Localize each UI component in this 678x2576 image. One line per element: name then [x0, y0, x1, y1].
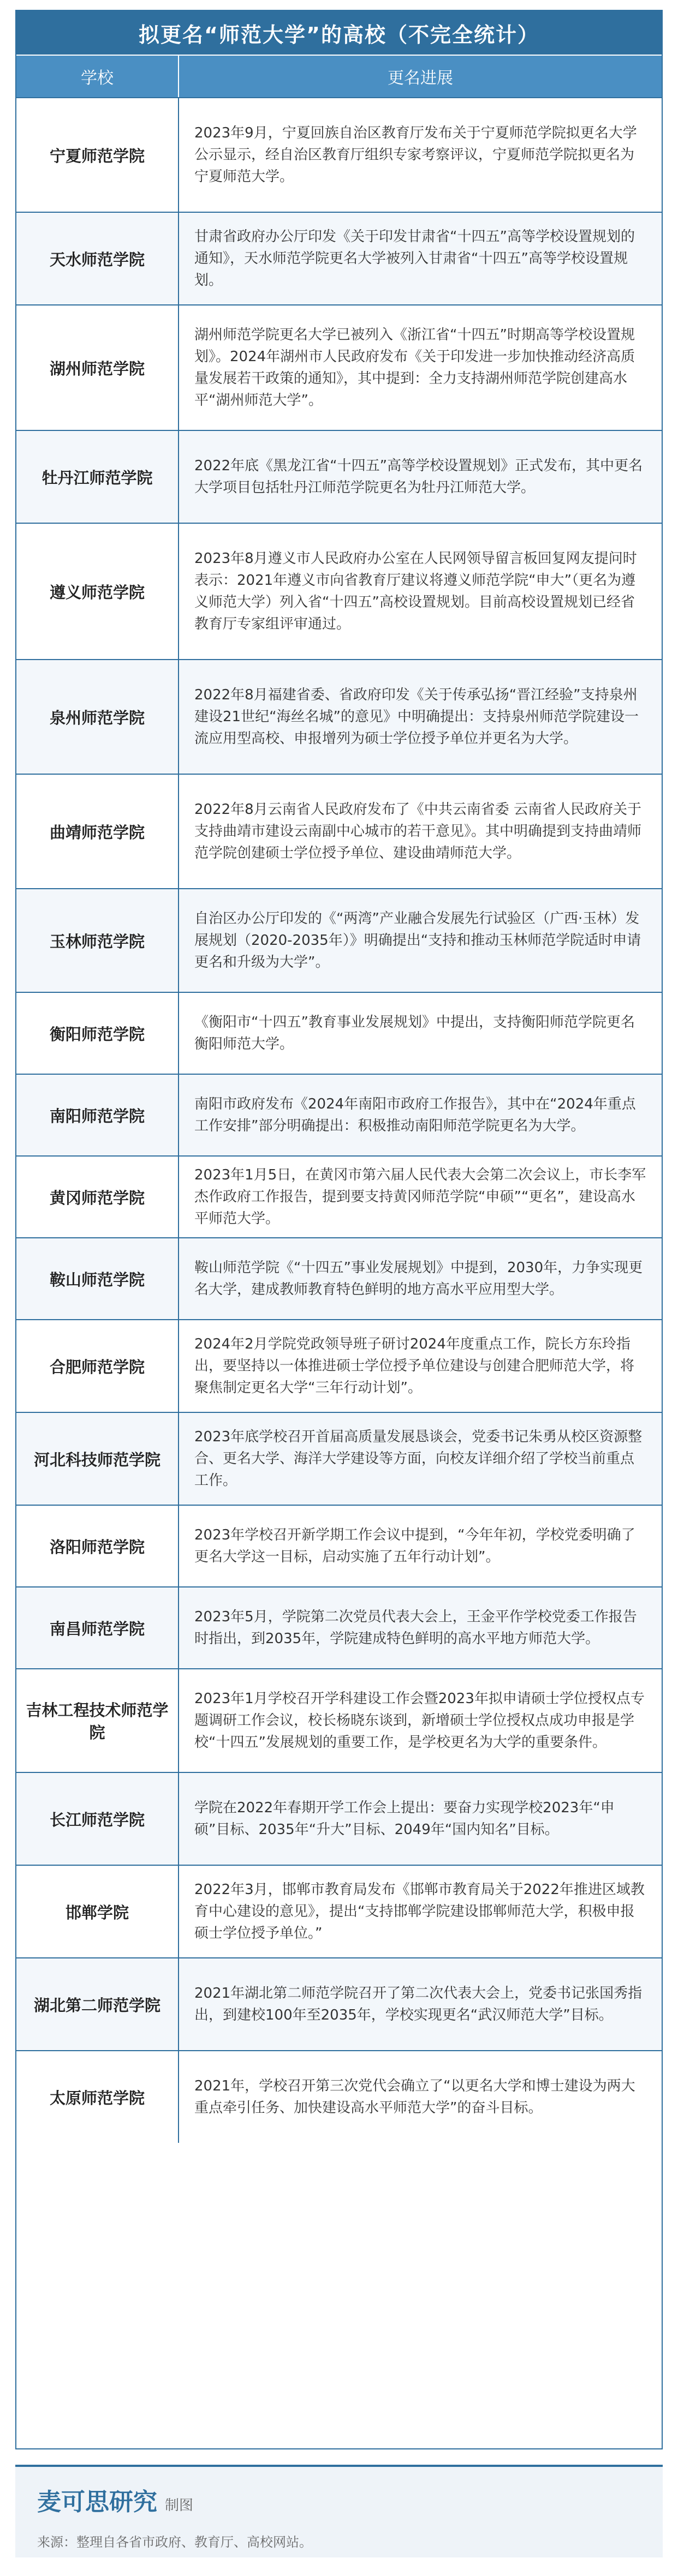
school-name: 宁夏师范学院: [16, 98, 179, 212]
header-school: 学校: [16, 56, 179, 97]
table-row: [16, 212, 662, 304]
table-row: [16, 523, 662, 659]
source-note: 来源：整理自各省市政府、教育厅、高校网站。: [37, 2535, 312, 2550]
table-row: [16, 1237, 662, 1319]
school-name: 天水师范学院: [16, 213, 179, 304]
progress-description: [179, 1506, 662, 1586]
table-row: [16, 97, 662, 212]
school-name: 太原师范学院: [16, 2051, 179, 2143]
progress-description: [179, 524, 662, 659]
table-row: [16, 659, 662, 774]
school-name: 黄冈师范学院: [16, 1157, 179, 1237]
table-row: [16, 888, 662, 992]
school-name: 南阳师范学院: [16, 1075, 179, 1155]
school-name: 遵义师范学院: [16, 524, 179, 659]
progress-description: [179, 1320, 662, 1412]
table-row: [16, 2050, 662, 2143]
progress-text: 2021年，学校召开第三次党代会确立了“以更名大学和博士建设为两大重点牵引任务、加快建设高水平师范大学”的奋斗目标。: [194, 2078, 635, 2116]
progress-text: 2023年5月，学院第二次党员代表大会上，王金平作学校党委工作报告时指出，到2035年，学院建成特色鲜明的高水平地方师范大学。: [194, 1609, 637, 1647]
progress-description: [179, 1075, 662, 1155]
table-frame: [15, 10, 663, 2449]
progress-text: 湖州师范学院更名大学已被列入《浙江省“十四五”时期高等学校设置规划》。2024年湖州市人民政府发布《关于印发进一步加快推动经济高质量发展若干政策的通知》，其中提到：全力支持湖州师范学院创建高水平“湖州师范大学”。: [194, 327, 635, 409]
table-row: [16, 774, 662, 888]
school-name: 牡丹江师范学院: [16, 431, 179, 523]
footer: [15, 2465, 663, 2557]
progress-text: 学院在2022年春期开学工作会上提出：要奋力实现学校2023年“申硕”目标、2035年“升大”目标、2049年“国内知名”目标。: [194, 1800, 615, 1838]
progress-text: 2024年2月学院党政领导班子研讨2024年度重点工作，院长方东玲指出，要坚持以一体推进硕士学位授予单位建设与创建合肥师范大学，将聚焦制定更名大学“三年行动计划”。: [194, 1336, 635, 1396]
progress-text: 2023年底学校召开首届高质量发展恳谈会，党委书记朱勇从校区资源整合、更名大学、海洋大学建设等方面，向校友详细介绍了学校当前重点工作。: [194, 1429, 643, 1489]
table-row: [16, 1957, 662, 2050]
progress-description: [179, 660, 662, 774]
progress-text: 2023年9月，宁夏回族自治区教育厅发布关于宁夏师范学院拟更名大学公示显示，经自治区教育厅组织专家考察评议，宁夏师范学院拟更名为宁夏师范大学。: [194, 125, 637, 185]
school-name: 洛阳师范学院: [16, 1506, 179, 1586]
school-name: 合肥师范学院: [16, 1320, 179, 1412]
progress-description: [179, 305, 662, 430]
table-row: [16, 430, 662, 523]
progress-text: 2023年学校召开新学期工作会议中提到，“今年年初，学校党委明确了更名大学这一目标，启动实施了五年行动计划”。: [194, 1527, 635, 1565]
school-name: 玉林师范学院: [16, 889, 179, 992]
school-name: 湖北第二师范学院: [16, 1958, 179, 2050]
school-name: 鞍山师范学院: [16, 1238, 179, 1319]
table-row: [16, 1865, 662, 1957]
table-header: [16, 55, 662, 97]
table-title: 拟更名“师范大学”的高校（不完全统计）: [16, 11, 662, 55]
progress-description: [179, 775, 662, 888]
school-name: 长江师范学院: [16, 1773, 179, 1865]
table-row: [16, 1505, 662, 1586]
table-row: [16, 1412, 662, 1505]
progress-description: [179, 1773, 662, 1865]
school-name: 吉林工程技术师范学院: [16, 1669, 179, 1772]
school-name: 河北科技师范学院: [16, 1413, 179, 1505]
progress-description: [179, 98, 662, 212]
progress-description: [179, 1866, 662, 1957]
table-row: [16, 1074, 662, 1155]
progress-text: 自治区办公厅印发的《“两湾”产业融合发展先行试验区（广西·玉林）发展规划（2020-2035年）》明确提出“支持和推动玉林师范学院适时申请更名和升级为大学”。: [194, 910, 641, 971]
table-row: [16, 1772, 662, 1865]
table-row: [16, 1586, 662, 1668]
progress-description: [179, 1587, 662, 1668]
progress-description: [179, 889, 662, 992]
progress-text: 甘肃省政府办公厅印发《关于印发甘肃省“十四五”高等学校设置规划的通知》，天水师范学院更名大学被列入甘肃省“十四五”高等学校设置规划。: [194, 229, 635, 289]
progress-text: 2022年3月，邯郸市教育局发布《邯郸市教育局关于2022年推进区域教育中心建设的意见》，提出“支持邯郸学院建设邯郸师范大学，积极申报硕士学位授予单位。”: [194, 1882, 645, 1942]
progress-text: 南阳市政府发布《2024年南阳市政府工作报告》，其中在“2024年重点工作安排”部分明确提出：积极推动南阳师范学院更名为大学。: [194, 1096, 636, 1134]
progress-description: [179, 213, 662, 304]
progress-text: 2022年底《黑龙江省“十四五”高等学校设置规划》正式发布，其中更名大学项目包括牡丹江师范学院更名为牡丹江师范大学。: [194, 458, 643, 496]
progress-text: 2023年8月遵义市人民政府办公室在人民网领导留言板回复网友提问时表示：2021年遵义市向省教育厅建议将遵义师范学院“申大”（更名为遵义师范大学）列入省“十四五”高校设置规划。目前高校设置规划已经省教育厅专家组评审通过。: [194, 550, 637, 632]
progress-text: 2022年8月福建省委、省政府印发《关于传承弘扬“晋江经验”支持泉州建设21世纪“海丝名城”的意见》中明确提出：支持泉州师范学院建设一流应用型高校、申报增列为硕士学位授予单位并更名为大学。: [194, 687, 639, 747]
table-row: [16, 1319, 662, 1412]
progress-description: [179, 1958, 662, 2050]
header-progress: 更名进展: [388, 69, 453, 88]
table-row: [16, 304, 662, 430]
table-body: [16, 97, 662, 2143]
school-name: 邯郸学院: [16, 1866, 179, 1957]
table-row: [16, 1668, 662, 1772]
school-name: 泉州师范学院: [16, 660, 179, 774]
school-name: 南昌师范学院: [16, 1587, 179, 1668]
progress-text: 鞍山师范学院《“十四五”事业发展规划》中提到，2030年，力争实现更名大学，建成教师教育特色鲜明的地方高水平应用型大学。: [194, 1260, 643, 1298]
brand: [37, 2482, 641, 2517]
progress-text: 2022年8月云南省人民政府发布了《中共云南省委 云南省人民政府关于支持曲靖市建设云南副中心城市的若干意见》。其中明确提到支持曲靖师范学院创建硕士学位授予单位、建设曲靖师范大学。: [194, 801, 642, 861]
progress-description: [179, 1413, 662, 1505]
brand-name: 麦可思研究: [37, 2488, 157, 2516]
progress-text: 《衡阳市“十四五”教育事业发展规划》中提出，支持衡阳师范学院更名衡阳师范大学。: [194, 1014, 635, 1052]
table-row: [16, 1155, 662, 1237]
progress-text: 2023年1月5日，在黄冈市第六届人民代表大会第二次会议上，市长李军杰作政府工作报告，提到要支持黄冈师范学院“申硕”“更名”，建设高水平师范大学。: [194, 1167, 646, 1227]
made-by-label: 制图: [165, 2497, 194, 2514]
school-name: 湖州师范学院: [16, 305, 179, 430]
table-row: [16, 992, 662, 1074]
progress-description: [179, 1669, 662, 1772]
progress-description: [179, 431, 662, 523]
progress-description: [179, 1157, 662, 1237]
progress-description: [179, 993, 662, 1074]
school-name: 曲靖师范学院: [16, 775, 179, 888]
progress-text: 2021年湖北第二师范学院召开了第二次代表大会上，党委书记张国秀指出，到建校100年至2035年，学校实现更名“武汉师范大学”目标。: [194, 1985, 643, 2023]
school-name: 衡阳师范学院: [16, 993, 179, 1074]
progress-description: [179, 2051, 662, 2143]
progress-description: [179, 1238, 662, 1319]
progress-text: 2023年1月学校召开学科建设工作会暨2023年拟申请硕士学位授权点专题调研工作会议，校长杨晓东谈到，新增硕士学位授权点成功申报是学校“十四五”发展规划的重要工作，是学校更名为大学的重要条件。: [194, 1691, 645, 1751]
